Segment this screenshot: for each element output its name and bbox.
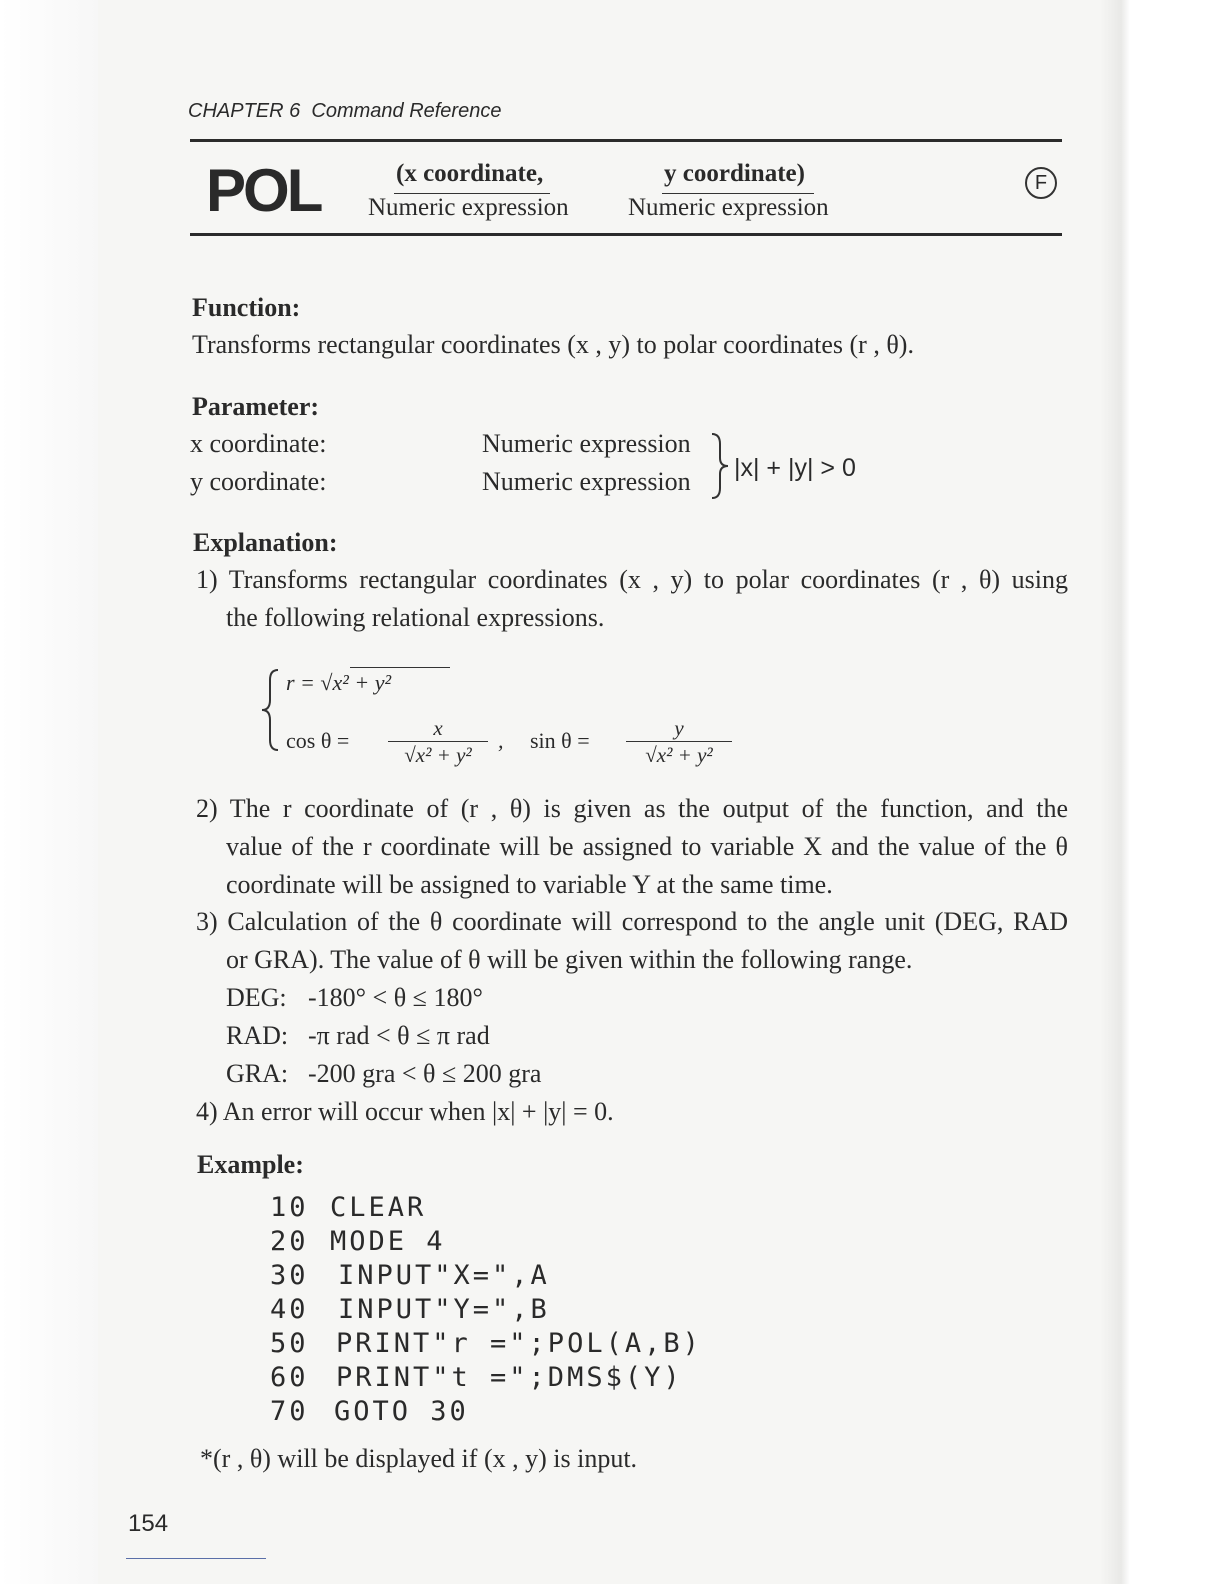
code-line-number: 10 (270, 1192, 309, 1223)
item2-line3: coordinate will be assigned to variable Y at the same time. (226, 870, 833, 899)
parameter-type-y: Numeric expression (482, 467, 691, 496)
code-line-number: 50 (270, 1328, 309, 1359)
explanation-heading: Explanation: (193, 528, 338, 557)
formula-sin-fraction-bar (626, 741, 732, 742)
parameter-name-y: y coordinate: (190, 467, 327, 496)
formula-cos-lhs: cos θ = (286, 728, 350, 753)
range-rad-value: -π rad < θ ≤ π rad (308, 1021, 490, 1050)
arg1-heading: (x coordinate, (396, 160, 544, 187)
code-line-number: 60 (270, 1362, 309, 1393)
formula-r-radical-bar (350, 667, 450, 668)
example-note: *(r , θ) will be displayed if (x , y) is input. (200, 1444, 638, 1473)
right-brace-icon (706, 432, 732, 500)
item1-line2: the following relational expressions. (226, 603, 605, 632)
code-line-text: PRINT"r =";POL(A,B) (336, 1328, 702, 1359)
parameter-name-x: x coordinate: (190, 429, 327, 458)
chapter-title: Command Reference (311, 100, 502, 122)
formula-cos-fraction-bar (388, 741, 488, 742)
range-rad-unit: RAD: (226, 1021, 289, 1050)
formula-cos-numerator: x (433, 716, 443, 740)
chapter-heading (188, 100, 501, 123)
code-line-text: PRINT"t =";DMS$(Y) (336, 1362, 683, 1393)
range-gra-unit: GRA: (226, 1059, 289, 1088)
parameter-heading: Parameter: (192, 392, 320, 421)
left-brace-icon (258, 668, 284, 752)
range-deg-unit: DEG: (226, 983, 287, 1012)
formula-r: r = √x² + y² (286, 670, 392, 695)
footer-line (126, 1558, 266, 1559)
code-line-number: 70 (270, 1396, 309, 1427)
code-line-text: CLEAR (330, 1192, 427, 1223)
formula-cos-denominator: √x² + y² (404, 743, 472, 767)
formula-separator: , (498, 728, 504, 753)
example-heading: Example: (197, 1150, 304, 1179)
arg2-heading: y coordinate) (664, 160, 805, 187)
arg1-type: Numeric expression (368, 194, 569, 221)
item3-line1: 3) Calculation of the θ coordinate will correspond to the angle unit (DEG, RAD (196, 907, 1068, 936)
arg2-type: Numeric expression (628, 194, 829, 221)
page-number: 154 (128, 1510, 169, 1537)
left-margin-shadow (0, 0, 98, 1584)
bottom-rule (190, 233, 1062, 236)
command-name: POL (206, 157, 321, 224)
code-line-number: 20 (270, 1226, 309, 1257)
right-margin-shadow (1100, 0, 1130, 1584)
code-line-text: MODE 4 (330, 1226, 446, 1257)
range-gra-value: -200 gra < θ ≤ 200 gra (308, 1059, 542, 1088)
item3-line2: or GRA). The value of θ will be given within the following range. (226, 945, 913, 974)
item4: 4) An error will occur when |x| + |y| = 0. (196, 1097, 614, 1126)
range-deg-value: -180° < θ ≤ 180° (308, 983, 483, 1012)
function-text: Transforms rectangular coordinates (x , y) to polar coordinates (r , θ). (192, 330, 914, 359)
formula-sin-numerator: y (674, 716, 684, 740)
function-badge-icon: F (1025, 167, 1057, 199)
code-line-number: 40 (270, 1294, 309, 1325)
code-line-text: INPUT"X=",A (338, 1260, 550, 1291)
item1-line1: 1) Transforms rectangular coordinates (x , y) to polar coordinates (r , θ) using (196, 565, 1068, 594)
function-heading: Function: (192, 293, 301, 322)
formula-sin-lhs: sin θ = (530, 728, 590, 753)
code-line-text: INPUT"Y=",B (338, 1294, 550, 1325)
parameter-type-x: Numeric expression (482, 429, 691, 458)
parameter-condition: |x| + |y| > 0 (734, 454, 856, 482)
code-line-text: GOTO 30 (334, 1396, 469, 1427)
formula-sin-denominator: √x² + y² (645, 743, 713, 767)
chapter-number: CHAPTER 6 (188, 100, 301, 122)
item2-line1: 2) The r coordinate of (r , θ) is given as the output of the function, and the (196, 794, 1068, 823)
top-rule (190, 139, 1062, 142)
item2-line2: value of the r coordinate will be assigned to variable X and the value of the θ (226, 832, 1068, 861)
code-line-number: 30 (270, 1260, 309, 1291)
